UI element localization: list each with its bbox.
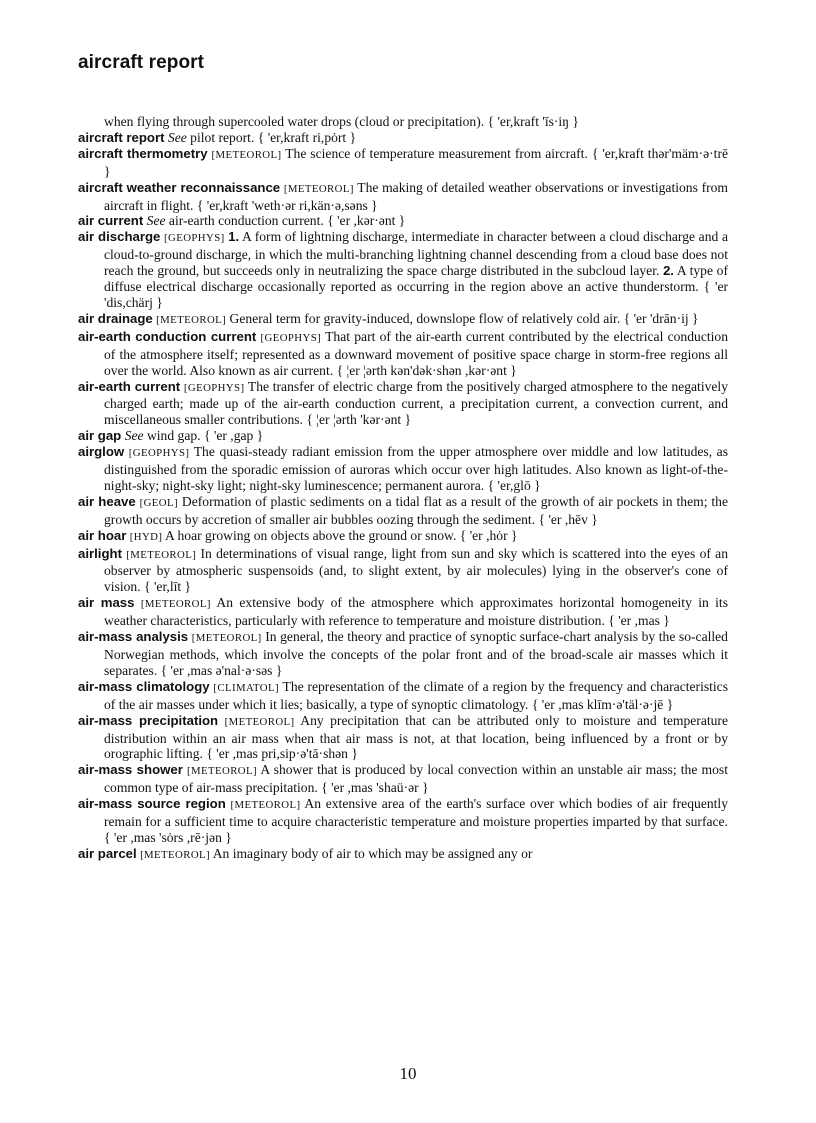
dictionary-entry [78, 546, 728, 596]
entry-definition: That part of the air-earth current contributed by the electrical conduction of the atmosphere itself; represented as a downward movement of positive space charge in storm-free regions all over the world. Also known as air current. [104, 328, 729, 378]
subject-label: [METEOROL] [126, 548, 197, 561]
subject-label: [GEOPHYS] [183, 381, 245, 394]
subject-label: [METEOROL] [191, 632, 262, 645]
entry-definition: An imaginary body of air to which may be assigned any or [212, 845, 533, 861]
entry-headword: aircraft weather reconnaissance [78, 179, 281, 195]
dictionary-entry [78, 713, 728, 763]
dictionary-entry [78, 528, 728, 546]
entry-headword: air mass [78, 595, 135, 611]
entry-definition: Deformation of plastic sediments on a tidal flat as a result of the growth of air pockets in them; the growth occurs by accretion of smaller air bubbles oozing through the sediment. [104, 493, 728, 527]
entry-headword: air-earth conduction current [78, 328, 257, 344]
pronunciation: { 'er ,mas klīm·ə'täl·ə·jē } [531, 696, 674, 712]
dictionary-entry [78, 444, 728, 494]
entry-headword: air-mass source region [78, 796, 226, 812]
entry-definition: The transfer of electric charge from the positively charged atmosphere to the negatively charged earth; made up of the air-earth conduction current, a precipitation current, a convection current, and miscellaneous smaller contributions. [104, 378, 729, 428]
pronunciation: { 'er ,kər·ənt } [327, 213, 406, 229]
pronunciation: { 'er ,mas } [608, 613, 670, 629]
pronunciation: { 'er ,hȯr } [459, 527, 518, 543]
entry-definition: pilot report. [190, 129, 255, 145]
entry-headword: air current [78, 213, 144, 229]
entry-definition: The representation of the climate of a region by the frequency and characteristics of the air masses under which it lies; basically, a type of synoptic climatology. [104, 678, 729, 712]
dictionary-entry [78, 428, 728, 444]
entry-definition: A shower that is produced by local convection within an unstable air mass; the most common type of air-mass precipitation. [104, 762, 728, 796]
pronunciation: { 'er ,mas ə'nal·ə·səs } [160, 662, 283, 678]
pronunciation: { 'er,līt } [144, 579, 192, 595]
pronunciation: { 'er ,gap } [203, 428, 264, 444]
running-head: aircraft report [78, 52, 205, 73]
subject-label: [HYD] [129, 530, 163, 543]
dictionary-entry [78, 180, 728, 214]
dictionary-entry [78, 213, 728, 229]
entry-headword: air heave [78, 493, 136, 509]
entry-definition: In determinations of visual range, light from sun and sky which is scattered into the eyes of an observer by atmospheric suspensoids (and, to slight extent, by air molecules) lying in the observer's cone of vision. [104, 545, 728, 595]
dictionary-entry [78, 130, 728, 146]
subject-label: [METEOROL] [156, 313, 227, 326]
subject-label: [GEOPHYS] [260, 331, 322, 344]
page-number: 10 [399, 1064, 417, 1083]
dictionary-entry [78, 146, 728, 180]
entries-container [78, 130, 728, 864]
entry-definition: In general, the theory and practice of synoptic surface-chart analysis by the so-called Norwegian methods, which involve the concepts of the polar front and of the broad-scale air masses which it separates. [104, 629, 728, 678]
dictionary-entry [78, 229, 728, 311]
entry-definition: The making of detailed weather observations or investigations from aircraft in flight. [104, 179, 728, 213]
subject-label: [METEOROL] [224, 715, 295, 728]
entry-headword: air hoar [78, 527, 127, 543]
see-reference-label: See [124, 428, 144, 444]
entry-headword: air drainage [78, 310, 153, 326]
dictionary-entry [78, 629, 728, 679]
entry-definition: A form of lightning discharge, intermediate in character between a cloud discharge and a cloud-to-ground discharge, in which the multi-branching lightning channel descending from a cloud base does not reach the ground, but succeeds only in neutralizing the space charge distributed in the subcloud layer. [104, 229, 728, 279]
entry-headword: air-mass precipitation [78, 712, 219, 728]
sense-number: 2. [663, 263, 674, 279]
continued-entry: when flying through supercooled water drops (cloud or precipitation). { 'er,kraft 'īs·iŋ } [104, 114, 579, 129]
subject-label: [GEOL] [139, 496, 178, 509]
see-reference-label: See [146, 213, 166, 229]
pronunciation: { 'er 'drān·ij } [623, 310, 699, 326]
dictionary-entry [78, 329, 728, 379]
dictionary-entry [78, 494, 728, 528]
pronunciation: { ¦er ¦ərth 'kər·ənt } [306, 412, 412, 428]
dictionary-entry [78, 311, 728, 329]
pronunciation: { 'er,kraft 'weth·ər ri,kän·ə,səns } [196, 197, 378, 213]
sense-number: 1. [228, 229, 240, 245]
entry-headword: air-mass analysis [78, 629, 189, 645]
dictionary-entry [78, 679, 728, 713]
pronunciation: { 'er,kraft thər'mäm·ə·trē } [104, 145, 728, 179]
pronunciation: { 'er ,mas pri,sip·ə'tā·shən } [206, 746, 358, 762]
pronunciation: { ¦er ¦ərth kən'dək·shən ,kər·ənt } [336, 362, 517, 378]
entry-headword: air-mass shower [78, 762, 183, 778]
pronunciation: { 'er ,hēv } [538, 511, 598, 527]
subject-label: [METEOROL] [187, 765, 257, 778]
entry-headword: air discharge [78, 229, 161, 245]
dictionary-entry [78, 595, 728, 629]
subject-label: [METEOROL] [140, 598, 211, 611]
subject-label: [METEOROL] [283, 182, 354, 195]
entry-headword: air parcel [78, 845, 137, 861]
entry-headword: airlight [78, 545, 122, 561]
dictionary-entry [78, 762, 728, 796]
entry-definition: The science of temperature measurement from aircraft. [285, 145, 588, 161]
dictionary-entry [78, 796, 728, 846]
subject-label: [METEOROL] [140, 848, 211, 861]
entry-headword: airglow [78, 444, 125, 460]
entry-list [78, 114, 728, 864]
pronunciation: { 'er 'dis,chärj } [104, 279, 729, 310]
dictionary-entry [78, 846, 728, 864]
entry-headword: air gap [78, 428, 122, 444]
entry-headword: air-earth current [78, 378, 181, 394]
entry-headword: air-mass climatology [78, 678, 210, 694]
entry-definition: An extensive area of the earth's surface over which bodies of air frequently remain for a sufficient time to acquire characteristic temperature and moisture properties imparted by that surface. [104, 796, 728, 830]
entry-definition: wind gap. [146, 428, 201, 444]
pronunciation: { 'er,glō } [487, 477, 541, 493]
see-reference-label: See [167, 129, 187, 145]
entry-definition: General term for gravity-induced, downslope flow of relatively cold air. [229, 310, 621, 326]
subject-label: [CLIMATOL] [213, 681, 279, 694]
subject-label: [METEOROL] [211, 148, 282, 161]
subject-label: [GEOPHYS] [128, 447, 190, 460]
entry-definition: An extensive body of the atmosphere which approximates horizontal homogeneity in its weather characteristics, particularly with reference to temperature and moisture distribution. [104, 595, 728, 629]
entry-definition: A hoar growing on objects above the ground or snow. [165, 527, 457, 543]
pronunciation: { 'er ,mas 'shaü·ər } [321, 780, 429, 796]
entry-definition: A type of diffuse electrical discharge occasionally reported as occurring in the region above an active thunderstorm. [104, 263, 729, 295]
dictionary-entry [78, 379, 728, 429]
entry-definition: Any precipitation that can be attributed only to moisture and temperature distribution within an air mass when that air mass is not, at that location, being influenced by a front or by orographic lifting. [104, 712, 728, 762]
entry-headword: aircraft thermometry [78, 145, 208, 161]
entry-definition: The quasi-steady radiant emission from the upper atmosphere over middle and low latitudes, as distinguished from the sporadic emission of auroras which occur over high latitudes. Also known as light-of-the-night-sky; night-sky light; night-sky luminescence; permanent aurora. [104, 444, 729, 493]
pronunciation: { 'er,kraft ri,pȯrt } [257, 129, 357, 145]
entry-definition: air-earth conduction current. [168, 213, 324, 229]
entry-headword: aircraft report [78, 129, 165, 145]
subject-label: [METEOROL] [230, 799, 301, 812]
subject-label: [GEOPHYS] [164, 232, 225, 245]
pronunciation: { 'er ,mas 'sȯrs ,rē·jən } [104, 829, 232, 845]
